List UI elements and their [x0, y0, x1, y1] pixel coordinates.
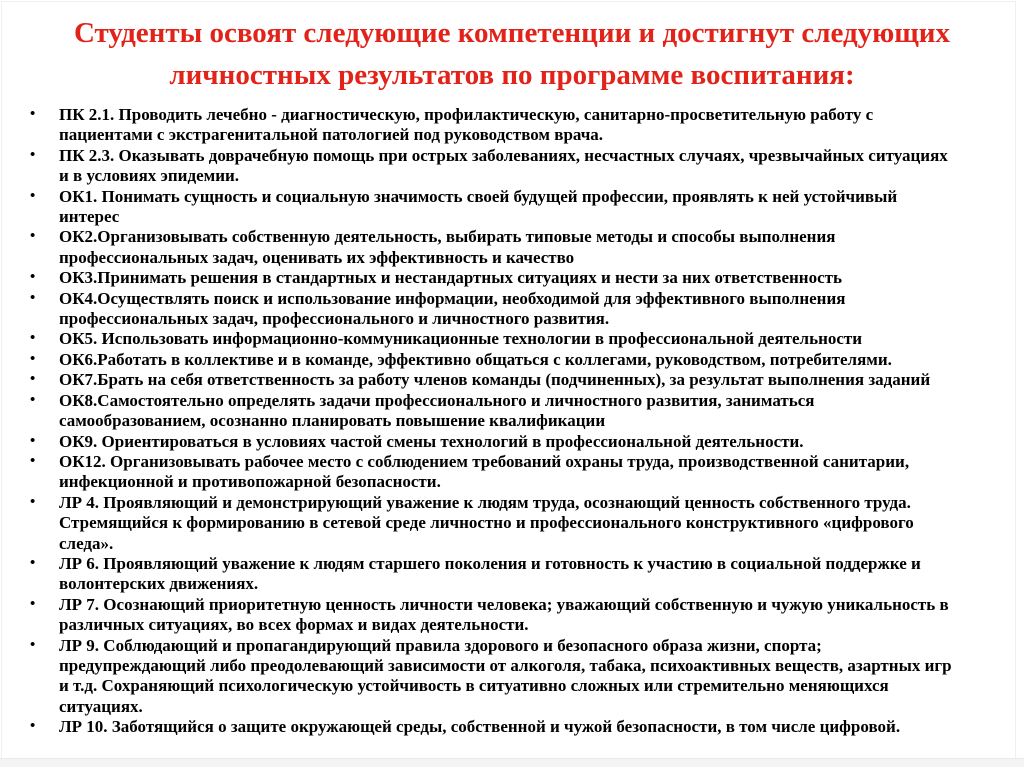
list-item-text: ОК9. Ориентироваться в условиях частой смены технологий в профессиональной деятельности. — [59, 431, 804, 451]
bullet-icon: • — [30, 554, 36, 571]
list-item — [0, 146, 960, 187]
bullet-icon: • — [30, 493, 36, 510]
bullet-icon: • — [30, 106, 36, 122]
list-item-text: ОК3.Принимать решения в стандартных и нестандартных ситуациях и нести за них ответственность — [59, 268, 842, 288]
bullet-icon: • — [30, 289, 36, 306]
list-item — [0, 329, 960, 349]
bullet-icon: • — [30, 452, 36, 469]
list-item — [0, 187, 960, 228]
bullet-icon: • — [30, 228, 36, 245]
list-item-text: ЛР 10. Заботящийся о защите окружающей среды, собственной и чужой безопасности, в том числе цифровой. — [59, 717, 901, 737]
list-item — [0, 636, 960, 718]
list-item-text: ОК6.Работать в коллективе и в команде, эффективно общаться с коллегами, руководством, потребителями. — [59, 349, 892, 369]
list-item — [0, 432, 960, 452]
bullet-icon: • — [30, 718, 36, 735]
bullet-icon: • — [30, 595, 36, 612]
list-item — [0, 370, 960, 390]
slide-title — [0, 0, 1024, 96]
list-item-text: ОК8.Самостоятельно определять задачи профессионального и личностного развития, заниматься самообразованием, осознанно планировать повышение квалификации — [59, 390, 815, 431]
list-item-text: ОК7.Брать на себя ответственность за работу членов команды (подчиненных), за результат выполнения заданий — [59, 370, 931, 390]
list-item-text: ОК12. Организовывать рабочее место с соблюдением требований охраны труда, производственной санитарии, инфекционной и противопожарной безопасности. — [59, 451, 910, 492]
bullet-icon: • — [30, 391, 36, 408]
list-item-text: ОК4.Осуществлять поиск и использование информации, необходимой для эффективного выполнения профессиональных задач, профессионального и личностного развития. — [59, 288, 846, 329]
bullet-icon: • — [30, 636, 36, 653]
slide-title-line-1: Студенты освоят следующие компетенции и достигнут следующих — [73, 17, 951, 49]
list-item — [0, 227, 960, 268]
list-item — [0, 717, 960, 737]
bullet-icon: • — [30, 269, 36, 286]
list-item — [0, 554, 960, 595]
bullet-icon: • — [30, 330, 36, 347]
list-item-text: ОК2.Организовывать собственную деятельность, выбирать типовые методы и способы выполнения профессиональных задач, оценивать их эффективность и качество — [59, 227, 836, 267]
list-item-text: ЛР 7. Осознающий приоритетную ценность личности человека; уважающий собственную и чужую уникальность в различных ситуациях, во всех формах и видах деятельности. — [59, 594, 949, 635]
list-item-text: ОК1. Понимать сущность и социальную значимость своей будущей профессии, проявлять к ней устойчивый интерес — [59, 186, 898, 227]
list-item — [0, 391, 960, 432]
list-item — [0, 595, 960, 636]
list-item-text: ЛР 9. Соблюдающий и пропагандирующий правила здорового и безопасного образа жизни, спорта; предупреждающий либо преодолевающий зависимости от алкоголя, табака, психоактивных веществ, азартных игр и т.д. Сохраняющий психологическую устойчивость в ситуативно сложных или стремительно меняющихся ситуациях. — [59, 635, 952, 716]
list-item — [0, 493, 960, 554]
list-item-text: ПК 2.1. Проводить лечебно - диагностическую, профилактическую, санитарно-просветительную работу с пациентами с экстрагенитальной патологией под руководством врача. — [59, 105, 874, 145]
slide-bottom-edge — [0, 758, 1024, 767]
list-item-text: ЛР 6. Проявляющий уважение к людям старшего поколения и готовность к участию в социальной поддержке и волонтерских движениях. — [59, 553, 921, 594]
slide-title-line-2: личностных результатов по программе воспитания: — [169, 59, 855, 91]
list-item — [0, 289, 960, 330]
list-item — [0, 452, 960, 493]
list-item-text: ЛР 4. Проявляющий и демонстрирующий уважение к людям труда, осознающий ценность собственного труда. Стремящийся к формированию в сетевой среде личностно и профессионального конструктивного «цифрового следа». — [59, 492, 914, 553]
list-item-text: ПК 2.3. Оказывать доврачебную помощь при острых заболеваниях, несчастных случаях, чрезвычайных ситуациях и в условиях эпидемии. — [59, 145, 948, 186]
list-item — [0, 268, 960, 288]
list-item — [0, 350, 960, 370]
list-item — [0, 105, 960, 146]
bullet-icon: • — [30, 371, 36, 388]
bullet-icon: • — [30, 432, 36, 449]
bullet-icon: • — [30, 187, 36, 204]
bullet-icon: • — [30, 146, 36, 163]
list-item-text: ОК5. Использовать информационно-коммуникационные технологии в профессиональной деятельности — [59, 329, 863, 349]
bullet-icon: • — [30, 350, 36, 367]
competency-list — [0, 105, 1024, 738]
